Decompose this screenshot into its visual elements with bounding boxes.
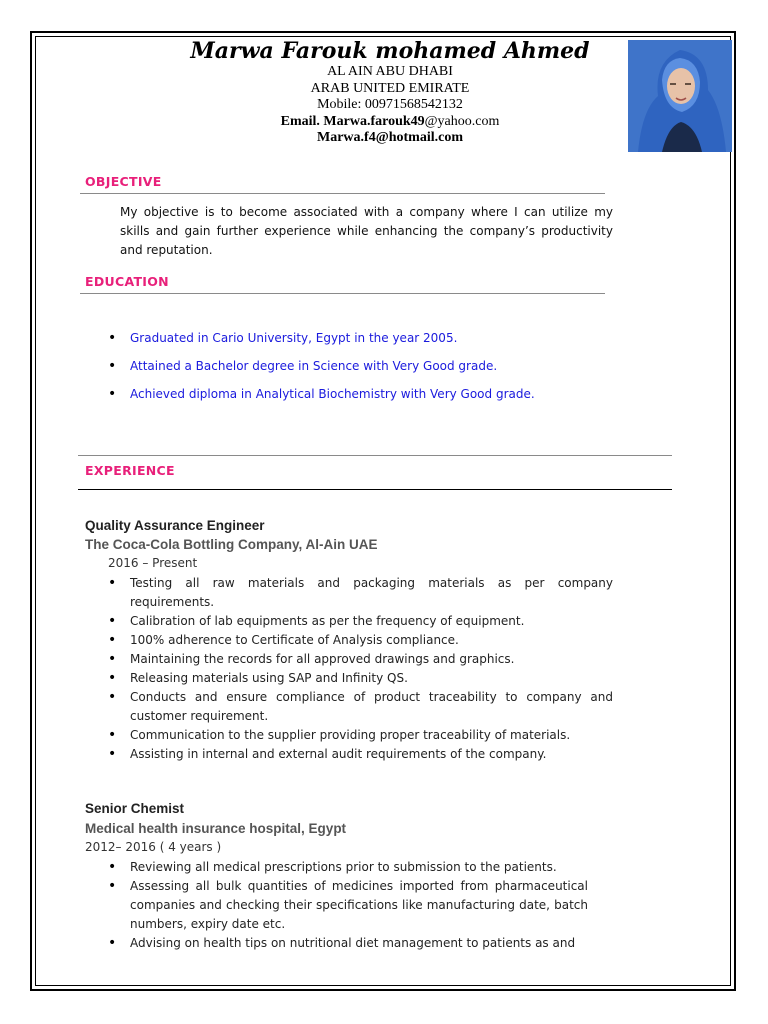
education-list [108, 329, 535, 413]
duty-item: • Advising on health tips on nutritional diet management to patients as and [108, 934, 588, 953]
email-label: Email. [280, 114, 320, 129]
education-item: • Achieved diploma in Analytical Biochemistry with Very Good grade. [108, 385, 535, 413]
duty-item: • 100% adherence to Certificate of Analysis compliance. [108, 631, 613, 650]
duty-item: • Maintaining the records for all approved drawings and graphics. [108, 650, 613, 669]
email-line-2[interactable]: Marwa.f4@hotmail.com [317, 130, 463, 145]
experience-divider-bottom [78, 489, 672, 490]
address-line-1: AL AIN ABU DHABI [327, 64, 453, 79]
duty-item: • Calibration of lab equipments as per the frequency of equipment. [108, 612, 613, 631]
education-item: • Graduated in Cario University, Egypt in the year 2005. [108, 329, 535, 357]
duty-item: • Testing all raw materials and packaging materials as per company requirements. [108, 574, 613, 612]
education-item: • Attained a Bachelor degree in Science with Very Good grade. [108, 357, 535, 385]
email1-domain[interactable]: @yahoo.com [424, 114, 500, 129]
address-line-2: ARAB UNITED EMIRATE [310, 81, 470, 96]
duty-item: • Reviewing all medical prescriptions prior to submission to the patients. [108, 858, 588, 877]
experience-divider-top [78, 455, 672, 456]
job-title: Senior Chemist [85, 801, 185, 816]
objective-text: My objective is to become associated with a company where I can utilize my skills and gain further experience while enhancing the company’s productivity and reputation. [120, 205, 613, 257]
duty-item: • Communication to the supplier providing proper traceability of materials. [108, 726, 613, 745]
education-title: EDUCATION [85, 274, 169, 289]
duty-item: • Assisting in internal and external audit requirements of the company. [108, 745, 613, 764]
duty-item: • Assessing all bulk quantities of medicines imported from pharmaceutical companies and checking their specifications like manufacturing date, batch numbers, expiry date etc. [108, 877, 588, 934]
experience-title: EXPERIENCE [85, 463, 175, 478]
objective-divider [80, 193, 605, 194]
job-duties-list [108, 858, 588, 953]
duty-item: • Releasing materials using SAP and Infinity QS. [108, 669, 613, 688]
profile-photo [628, 40, 732, 152]
objective-title: OBJECTIVE [85, 174, 162, 189]
job-period: 2012– 2016 ( 4 years ) [85, 840, 222, 854]
candidate-name: Marwa Farouk mohamed Ahmed [190, 38, 590, 64]
email1-user[interactable]: Marwa.farouk49 [323, 114, 425, 129]
mobile-number: Mobile: 00971568542132 [317, 97, 463, 112]
job-company: The Coca-Cola Bottling Company, Al-Ain UAE [85, 537, 378, 552]
duty-item: • Conducts and ensure compliance of product traceability to company and customer requirement. [108, 688, 613, 726]
education-divider [80, 293, 605, 294]
job-title: Quality Assurance Engineer [85, 518, 265, 533]
email-line-1 [150, 113, 630, 130]
profile-photo-portrait [628, 40, 732, 152]
job-duties-list [108, 574, 613, 764]
job-period: 2016 – Present [108, 556, 198, 570]
job-company: Medical health insurance hospital, Egypt [85, 821, 347, 836]
